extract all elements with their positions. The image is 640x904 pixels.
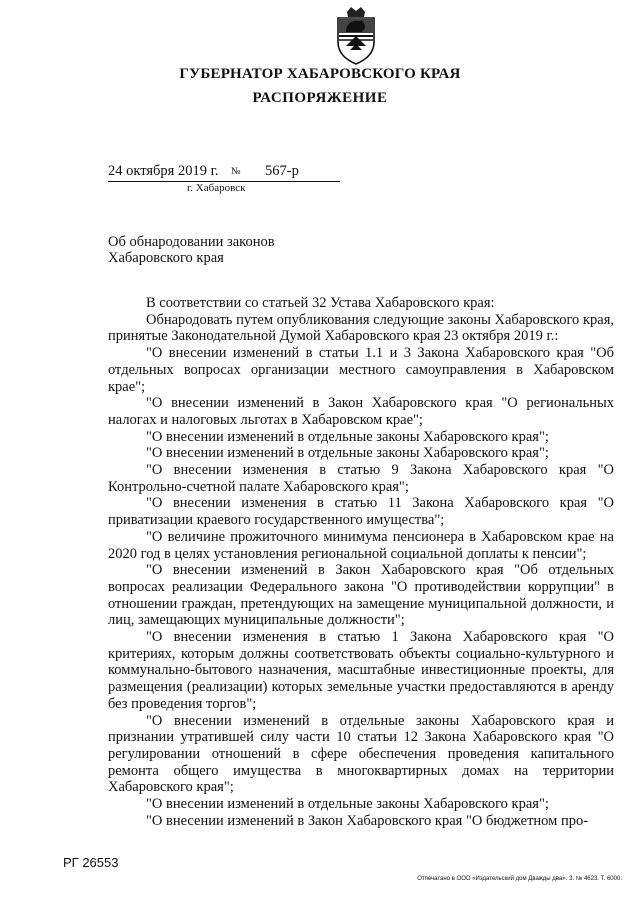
date-number-line: [108, 163, 340, 182]
coat-of-arms-icon: [332, 6, 380, 66]
subject-line-2: Хабаровского края: [108, 250, 224, 266]
body-paragraph: "О внесении изменений в статьи 1.1 и 3 Закона Хабаровского края "Об отдельных вопросах организации местного самоуправления в Хабаровском крае";: [108, 345, 614, 395]
body-paragraph: Обнародовать путем опубликования следующие законы Хабаровского края, принятые Законодательной Думой Хабаровского края 23 октября 2019 г.:: [108, 311, 614, 345]
governor-title: ГУБЕРНАТОР ХАБАРОВСКОГО КРАЯ: [179, 66, 461, 82]
number-sign: №: [231, 166, 241, 177]
body-paragraph: "О внесении изменений в отдельные законы Хабаровского края";: [146, 428, 549, 445]
document-number: 567-р: [265, 163, 299, 179]
document-subject: [108, 234, 275, 266]
body-paragraph: "О внесении изменения в статью 9 Закона Хабаровского края "О Контрольно-счетной палате Хабаровского края";: [108, 462, 614, 495]
document-type: РАСПОРЯЖЕНИЕ: [252, 90, 388, 106]
body-paragraph: "О внесении изменения в статью 11 Закона Хабаровского края "О приватизации краевого государственного имущества";: [108, 495, 614, 529]
body-paragraph: "О внесении изменения в статью 1 Закона Хабаровского края "О критериях, которым должны соответствовать объекты социально-культурного и коммунально-бытового назначения, масштабные инвестиционные проекты, для размещения (реализации) которых земельные участки предоставляются в аренду без проведения торгов";: [108, 629, 614, 712]
printer-imprint: Отпечатано в ООО «Издательский дом Дважды два». З. № 4623. Т. 6000.: [417, 876, 622, 882]
body-paragraph: "О внесении изменений в отдельные законы Хабаровского края и признании утратившей силу части 10 статьи 12 Закона Хабаровского края "О регулировании отношений в сфере обеспечения проведения капитального ремонта общего имущества в многоквартирных домах на территории Хабаровского края";: [108, 712, 614, 796]
body-paragraph: "О внесении изменений в Закон Хабаровского края "Об отдельных вопросах реализации Федерального закона "О противодействии коррупции" в отношении граждан, претендующих на замещение муниципальной должности, и лиц, замещающих муниципальные должности";: [108, 562, 614, 629]
body-paragraph: "О внесении изменений в Закон Хабаровского края "О региональных налогах и налоговых льготах в Хабаровском крае";: [108, 395, 614, 428]
document-body: [108, 295, 614, 830]
body-paragraph: "О внесении изменений в отдельные законы Хабаровского края";: [146, 445, 549, 462]
body-paragraph: "О величине прожиточного минимума пенсионера в Хабаровском крае на 2020 год в целях установления региональной социальной доплаты к пенсии";: [108, 528, 614, 562]
subject-line-1: Об обнародовании законов: [108, 234, 275, 250]
city: г. Хабаровск: [187, 182, 246, 194]
body-paragraph: В соответствии со статьей 32 Устава Хабаровского края:: [146, 295, 495, 311]
body-paragraph: "О внесении изменений в Закон Хабаровского края "О бюджетном про-: [146, 812, 589, 829]
registry-number: РГ 26553: [63, 855, 119, 870]
document-date: 24 октября 2019 г.: [108, 163, 219, 179]
body-paragraph: "О внесении изменений в отдельные законы Хабаровского края";: [146, 796, 549, 813]
